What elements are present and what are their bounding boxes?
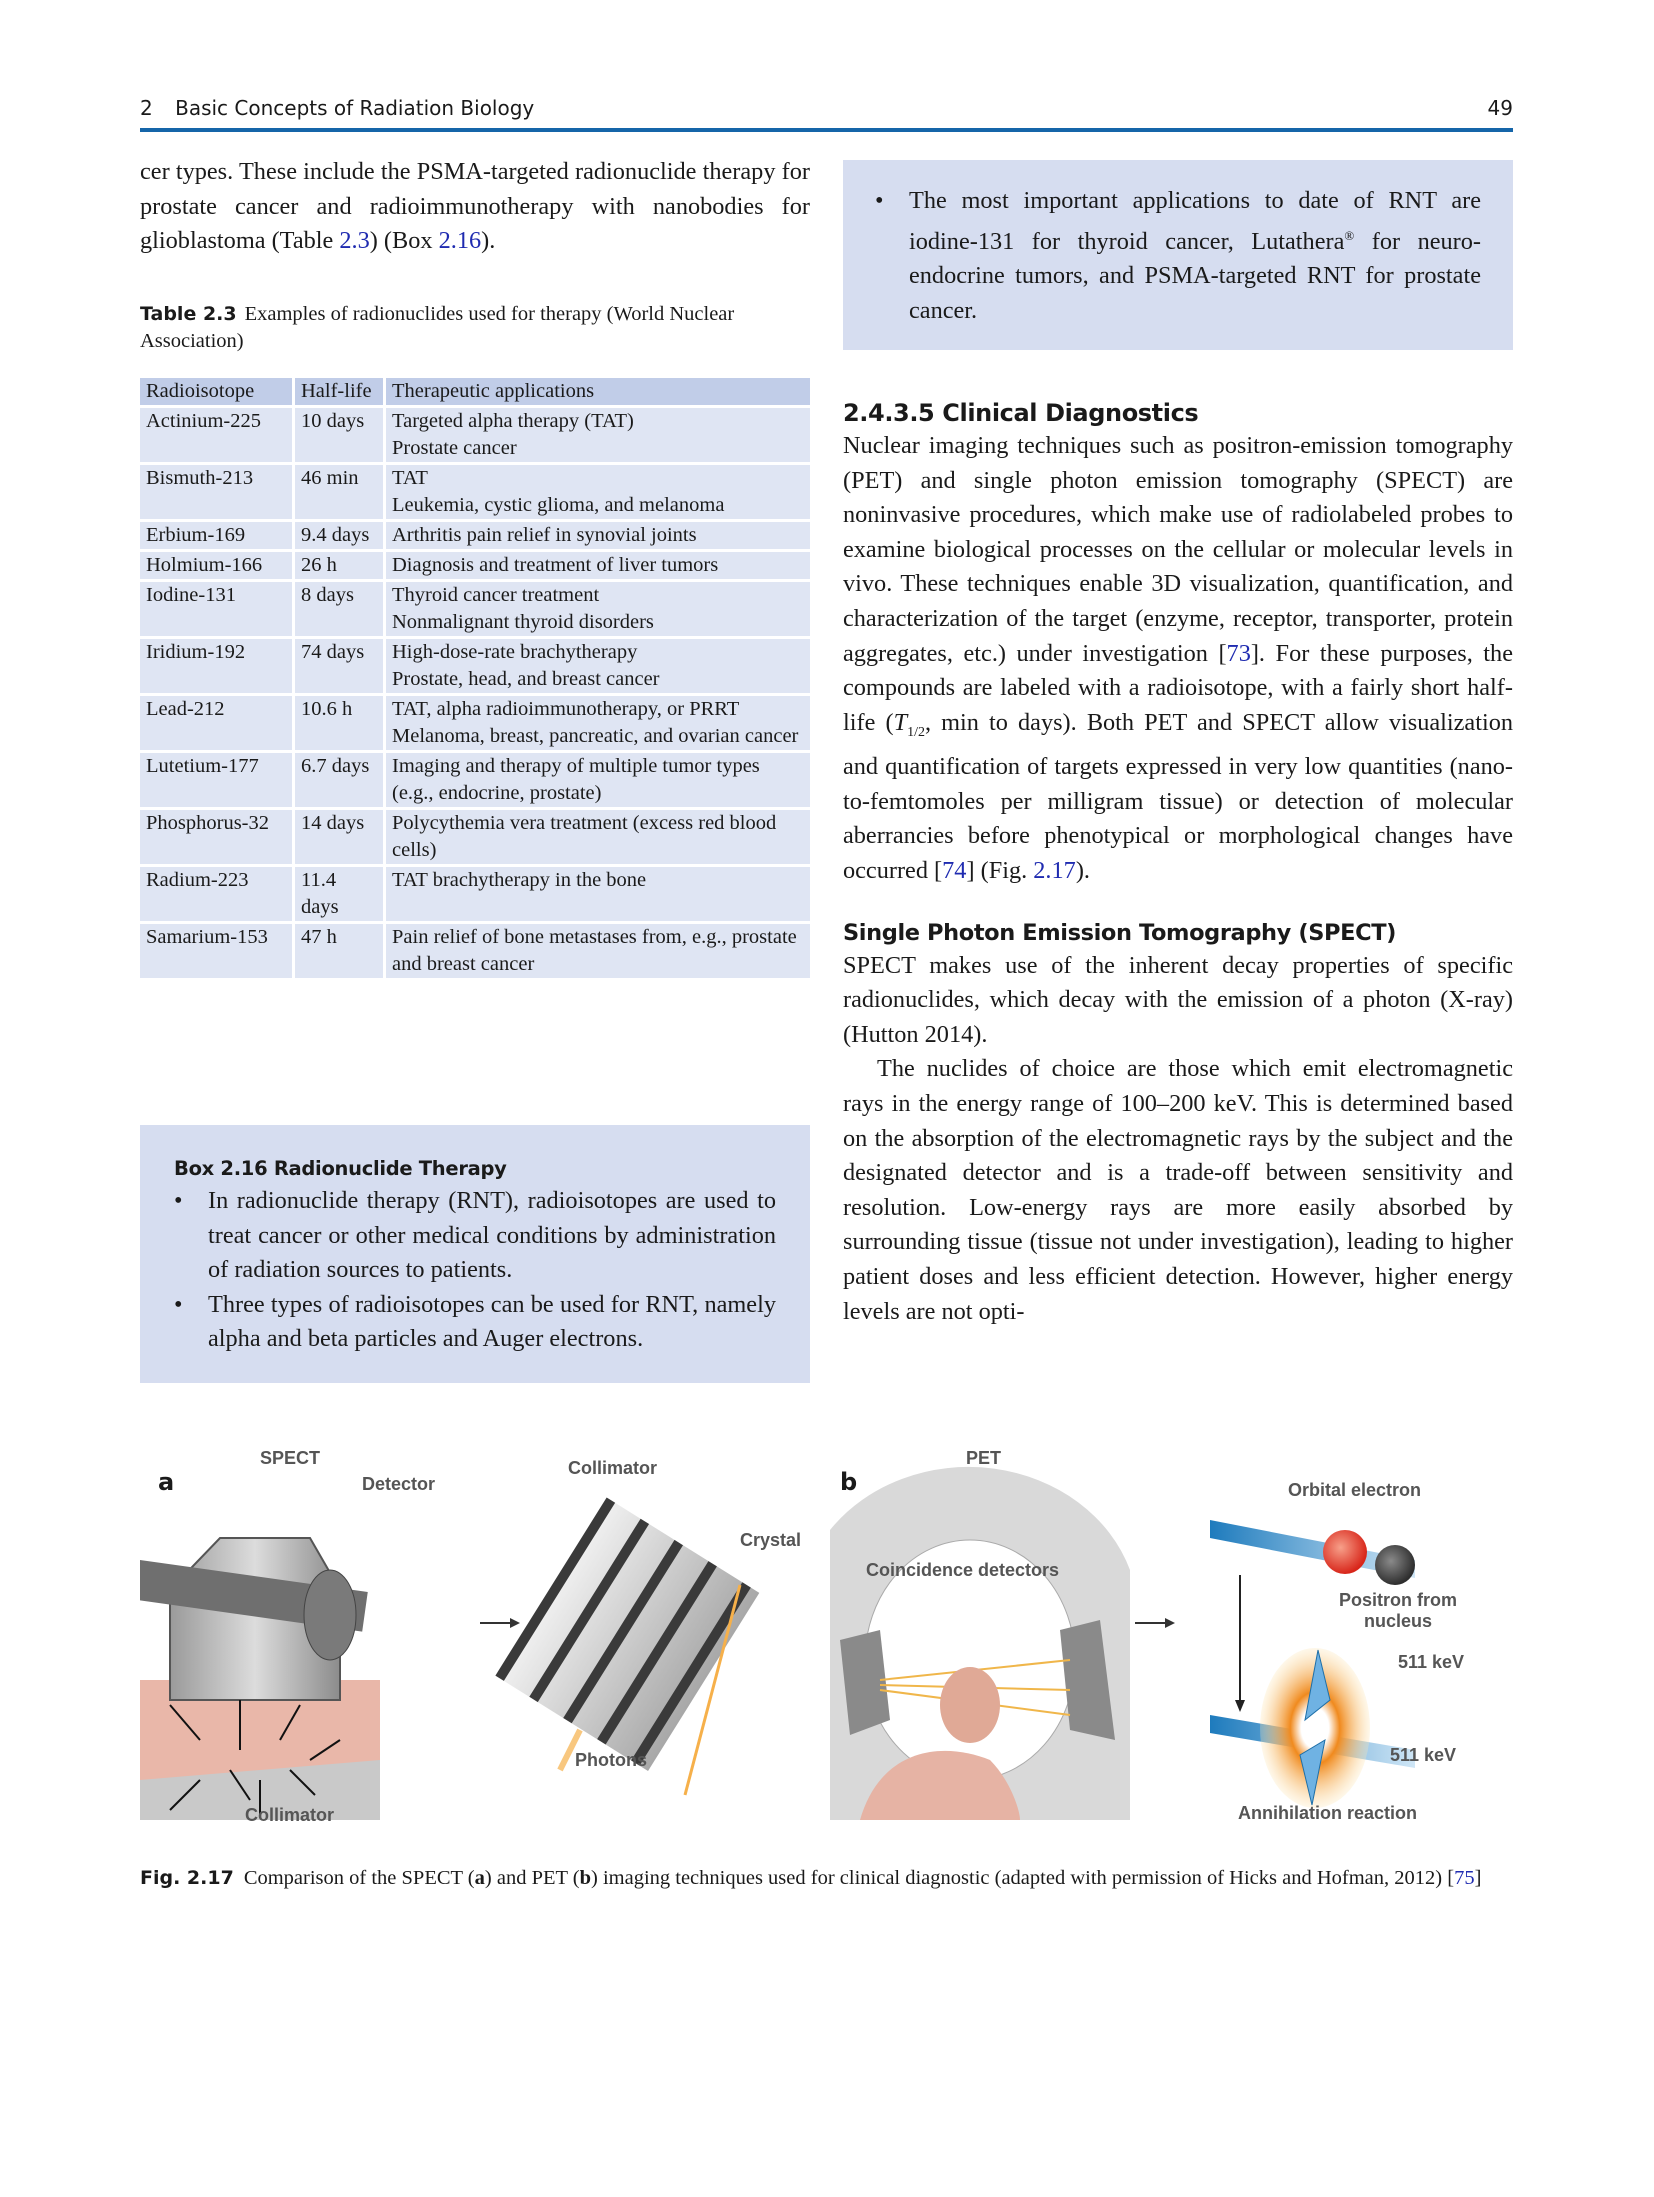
table-row <box>140 552 810 579</box>
caption-panel-a: a <box>474 1867 485 1889</box>
cell-radioisotope: Samarium-153 <box>140 924 292 978</box>
gantry-joint <box>304 1570 356 1660</box>
radionuclide-table <box>137 375 813 981</box>
application-line: Melanoma, breast, pancreatic, and ovarian cancer <box>392 724 799 747</box>
cell-half-life: 11.4 days <box>295 867 383 921</box>
cell-radioisotope: Actinium-225 <box>140 408 292 462</box>
box-continued-list <box>875 184 1481 328</box>
fig-2-17-link[interactable]: 2.17 <box>1033 856 1076 884</box>
figure-label: Fig. 2.17 <box>140 1867 234 1889</box>
caption-text: ) and PET ( <box>484 1867 580 1889</box>
bullet-text: The most important applications to date of RNT are iodine-131 for thyroid cancer, Lutathera <box>909 187 1481 255</box>
spect-title: SPECT <box>260 1448 321 1468</box>
cell-radioisotope: Iodine-131 <box>140 582 292 636</box>
table-row <box>140 408 810 462</box>
table-body <box>140 408 810 978</box>
para-text: ]. For these purposes, the compounds are labeled with a radioisotope, with a fairly short half-life ( <box>843 639 1513 736</box>
cell-radioisotope: Bismuth-213 <box>140 465 292 519</box>
annihilation-illustration <box>1210 1520 1415 1808</box>
section-heading: 2.4.3.5 Clinical Diagnostics <box>843 399 1199 427</box>
para-text: ] (Fig. <box>966 856 1034 884</box>
photons-label: Photons <box>575 1750 647 1770</box>
table-label: Table 2.3 <box>140 302 237 325</box>
cell-half-life: 47 h <box>295 924 383 978</box>
application-line: Imaging and therapy of multiple tumor types (e.g., endocrine, prostate) <box>392 754 760 804</box>
orbital-electron <box>1323 1530 1367 1574</box>
application-line: Targeted alpha therapy (TAT) <box>392 409 634 432</box>
cell-applications <box>386 408 810 462</box>
para-text: ). <box>1075 856 1090 884</box>
cell-applications <box>386 582 810 636</box>
cell-radioisotope: Iridium-192 <box>140 639 292 693</box>
collimator-label-bottom: Collimator <box>245 1805 335 1825</box>
intro-text: cer types. These include the PSMA-targeted radionuclide therapy for prostate cancer and radioimmunotherapy with nanobodies for glioblastoma (Table <box>140 158 810 255</box>
table-row <box>140 465 810 519</box>
bullet-icon: • <box>875 187 884 214</box>
detector-label: Detector <box>362 1474 436 1494</box>
cell-radioisotope: Holmium-166 <box>140 552 292 579</box>
page-number: 49 <box>1487 96 1513 120</box>
collimator-strips <box>495 1498 759 1771</box>
cell-half-life: 9.4 days <box>295 522 383 549</box>
caption-text-end: ] <box>1474 1867 1482 1889</box>
table-row <box>140 582 810 636</box>
table-caption <box>140 301 810 355</box>
application-line: TAT <box>392 466 428 489</box>
orbital-electron-label: Orbital electron <box>1288 1480 1422 1500</box>
application-line: Polycythemia vera treatment (excess red blood cells) <box>392 811 777 861</box>
application-line: Diagnosis and treatment of liver tumors <box>392 553 719 576</box>
kev-label-1: 511 keV <box>1398 1652 1465 1672</box>
cell-radioisotope: Phosphorus-32 <box>140 810 292 864</box>
cell-half-life: 26 h <box>295 552 383 579</box>
collimator-label-top: Collimator <box>568 1458 658 1478</box>
application-line: High-dose-rate brachytherapy <box>392 640 638 663</box>
application-line: Prostate, head, and breast cancer <box>392 667 660 690</box>
positron <box>1375 1545 1415 1585</box>
application-line: Prostate cancer <box>392 436 517 459</box>
bullet-text-end: for neuroendocrine tumors, and PSMA-targeted RNT for prostate cancer. <box>909 227 1481 324</box>
cell-half-life: 74 days <box>295 639 383 693</box>
box-2-16 <box>140 1125 810 1383</box>
panel-b-label: b <box>840 1468 858 1496</box>
coincidence-detectors-label: Coincidence detectors <box>866 1560 1060 1580</box>
cell-applications <box>386 465 810 519</box>
table-row <box>140 753 810 807</box>
table-2-3-link[interactable]: 2.3 <box>339 227 370 255</box>
para-text: , min to days). Both PET and SPECT allow visualization and quantification of targets expressed in very low quantities (nano-to-femtomoles per milligram tissue) or detection of molecular aberrancies before phenotypical or morphological changes have occurred [ <box>843 708 1513 884</box>
table-row <box>140 924 810 978</box>
arrowhead <box>1235 1700 1245 1712</box>
cell-applications <box>386 552 810 579</box>
application-line: Thyroid cancer treatment <box>392 583 600 606</box>
figure-caption <box>140 1865 1513 1892</box>
application-line: Leukemia, cystic glioma, and melanoma <box>392 493 725 516</box>
table-row <box>140 522 810 549</box>
cell-applications <box>386 522 810 549</box>
cell-radioisotope: Radium-223 <box>140 867 292 921</box>
box-title: Box 2.16 Radionuclide Therapy <box>174 1157 507 1180</box>
cell-half-life: 14 days <box>295 810 383 864</box>
caption-text: Comparison of the SPECT ( <box>243 1867 475 1889</box>
clinical-diagnostics-section <box>843 397 1513 1329</box>
table-header-row <box>140 378 810 405</box>
cell-radioisotope: Lutetium-177 <box>140 753 292 807</box>
box-bullet-list <box>174 1184 776 1357</box>
header-radioisotope: Radioisotope <box>140 378 292 405</box>
bullet-icon: • <box>174 1290 183 1318</box>
left-column <box>140 155 810 981</box>
application-line: Arthritis pain relief in synovial joints <box>392 523 697 546</box>
subsection-heading: Single Photon Emission Tomography (SPECT) <box>843 919 1397 946</box>
table-row <box>140 696 810 750</box>
pet-title: PET <box>966 1448 1002 1468</box>
header-rule <box>140 128 1513 132</box>
header-half-life: Half-life <box>295 378 383 405</box>
cell-applications <box>386 810 810 864</box>
spect-scanner-illustration <box>140 1538 380 1820</box>
bullet-icon: • <box>174 1187 183 1214</box>
running-header <box>140 96 1513 132</box>
application-line: Nonmalignant thyroid disorders <box>392 610 654 633</box>
cell-half-life: 46 min <box>295 465 383 519</box>
spect-paragraph-1: SPECT makes use of the inherent decay properties of specific radionuclides, which decay with the emission of a photon (X-ray) (Hutton 2014). <box>843 951 1513 1048</box>
positron-label: Positron from nucleus <box>1338 1590 1457 1631</box>
caption-panel-b: b <box>579 1867 591 1889</box>
box-2-16-continued <box>843 160 1513 350</box>
table-row <box>140 867 810 921</box>
box-bullet <box>174 1288 776 1357</box>
ref-75-link[interactable]: 75 <box>1454 1867 1475 1889</box>
cell-applications <box>386 696 810 750</box>
t-half-subscript: 1/2 <box>907 724 925 740</box>
bullet-text: In radionuclide therapy (RNT), radioisotopes are used to treat cancer or other medical conditions by administration of radiation sources to patients. <box>208 1187 776 1284</box>
table-row <box>140 639 810 693</box>
application-line: TAT, alpha radioimmunotherapy, or PRRT <box>392 697 740 720</box>
arrowhead <box>1165 1618 1175 1628</box>
pet-scanner-illustration <box>830 1467 1130 1820</box>
cell-half-life: 10.6 h <box>295 696 383 750</box>
para-text: Nuclear imaging techniques such as positron-emission tomography (PET) and single photon emission tomography (SPECT) are noninvasive procedures, which make use of radiolabeled probes to examine biological processes on the cellular or molecular levels in vivo. These techniques enable 3D visualization, quantification, and characterization of the target (enzyme, receptor, transporter, protein aggregates, etc.) under investigation [ <box>843 432 1513 667</box>
cell-half-life: 8 days <box>295 582 383 636</box>
application-line: TAT brachytherapy in the bone <box>392 868 647 891</box>
cell-applications <box>386 924 810 978</box>
caption-text: ) imaging techniques used for clinical diagnostic (adapted with permission of Hicks and Hofman, 2012) [ <box>591 1867 1455 1889</box>
figure-2-17 <box>140 1450 1513 1830</box>
panel-a-label: a <box>158 1468 175 1496</box>
kev-label-2: 511 keV <box>1390 1745 1457 1765</box>
intro-text-mid: ) (Box <box>369 227 439 255</box>
table-caption-text: Examples of radionuclides used for therapy (World Nuclear Association) <box>140 302 735 352</box>
ref-73-link[interactable]: 73 <box>1226 639 1251 667</box>
cell-applications <box>386 867 810 921</box>
crystal-label: Crystal <box>740 1530 802 1550</box>
ref-74-link[interactable]: 74 <box>942 856 967 884</box>
intro-paragraph <box>140 155 810 259</box>
table-row <box>140 810 810 864</box>
spect-paragraph-2: The nuclides of choice are those which emit electromagnetic rays in the energy range of 100–200 keV. This is determined based on the absorption of the electromagnetic rays by the subject and the designated detector and is a trade-off between sensitivity and resolution. Low-energy rays are more easily absorbed by surrounding tissue (tissue not under investigation), leading to higher patient doses and less efficient detection. However, higher energy levels are not opti- <box>843 1055 1513 1325</box>
header-applications: Therapeutic applications <box>386 378 810 405</box>
box-bullet <box>875 184 1481 328</box>
cell-half-life: 6.7 days <box>295 753 383 807</box>
chapter-number: 2 <box>140 96 153 120</box>
application-line: Pain relief of bone metastases from, e.g., prostate and breast cancer <box>392 925 797 975</box>
intro-text-end: ). <box>481 227 496 255</box>
cell-applications <box>386 753 810 807</box>
cell-applications <box>386 639 810 693</box>
cell-radioisotope: Erbium-169 <box>140 522 292 549</box>
figure-illustration <box>140 1450 1513 1830</box>
box-bullet <box>174 1184 776 1288</box>
registered-mark: ® <box>1344 227 1355 243</box>
box-2-16-link[interactable]: 2.16 <box>438 227 482 255</box>
chapter-heading <box>140 96 534 120</box>
cell-half-life: 10 days <box>295 408 383 462</box>
arrowhead <box>510 1618 520 1628</box>
chapter-title: Basic Concepts of Radiation Biology <box>175 96 535 120</box>
bullet-text: Three types of radioisotopes can be used for RNT, namely alpha and beta particles and Auger electrons. <box>208 1290 776 1353</box>
t-half-symbol: T <box>893 708 908 736</box>
patient-head <box>940 1667 1000 1743</box>
section-paragraph <box>843 429 1513 889</box>
annihilation-label: Annihilation reaction <box>1238 1803 1418 1823</box>
cell-radioisotope: Lead-212 <box>140 696 292 750</box>
